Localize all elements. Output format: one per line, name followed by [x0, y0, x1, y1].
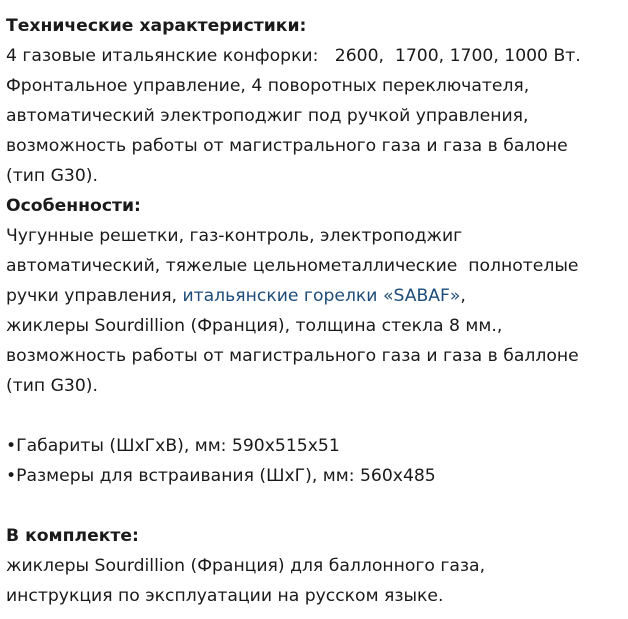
product-description	[6, 11, 624, 611]
kit-line-jets: жиклеры Sourdillion (Франция) для баллонного газа,	[6, 556, 486, 576]
specs-line-gas: возможность работы от магистрального газа и газа в балоне	[6, 136, 568, 156]
specs-line-ignition: автоматический электроподжиг под ручкой управления,	[6, 106, 529, 126]
features-line-jets: жиклеры Sourdillion (Франция), толщина стекла 8 мм.,	[6, 316, 503, 336]
features-heading: Особенности:	[6, 196, 141, 216]
features-line-prefix: ручки управления,	[6, 286, 183, 306]
sabaf-burners-link[interactable]: итальянские горелки «SABAF»	[182, 286, 461, 306]
features-line-burners	[6, 281, 624, 311]
features-line-gas-type: (тип G30).	[6, 376, 98, 396]
specs-line-gas-type: (тип G30).	[6, 166, 98, 186]
features-line-grates: Чугунные решетки, газ-контроль, электроподжиг	[6, 226, 463, 246]
kit-heading: В комплекте:	[6, 526, 139, 546]
kit-line-manual: инструкция по эксплуатации на русском языке.	[6, 586, 444, 606]
spacer	[6, 491, 624, 521]
features-line-suffix: ,	[460, 286, 466, 306]
specs-line-control: Фронтальное управление, 4 поворотных переключателя,	[6, 76, 530, 96]
features-line-gas: возможность работы от магистрального газа и газа в баллоне	[6, 346, 579, 366]
specs-heading: Технические характеристики:	[6, 16, 307, 36]
features-line-handles: автоматический, тяжелые цельнометаллические полнотелые	[6, 256, 579, 276]
dimensions-builtin: •Размеры для встраивания (ШхГ), мм: 560х485	[6, 466, 436, 486]
specs-line-burners: 4 газовые итальянские конфорки: 2600, 1700, 1700, 1000 Вт.	[6, 46, 581, 66]
spacer	[6, 401, 624, 431]
dimensions-overall: •Габариты (ШхГхВ), мм: 590х515х51	[6, 436, 340, 456]
